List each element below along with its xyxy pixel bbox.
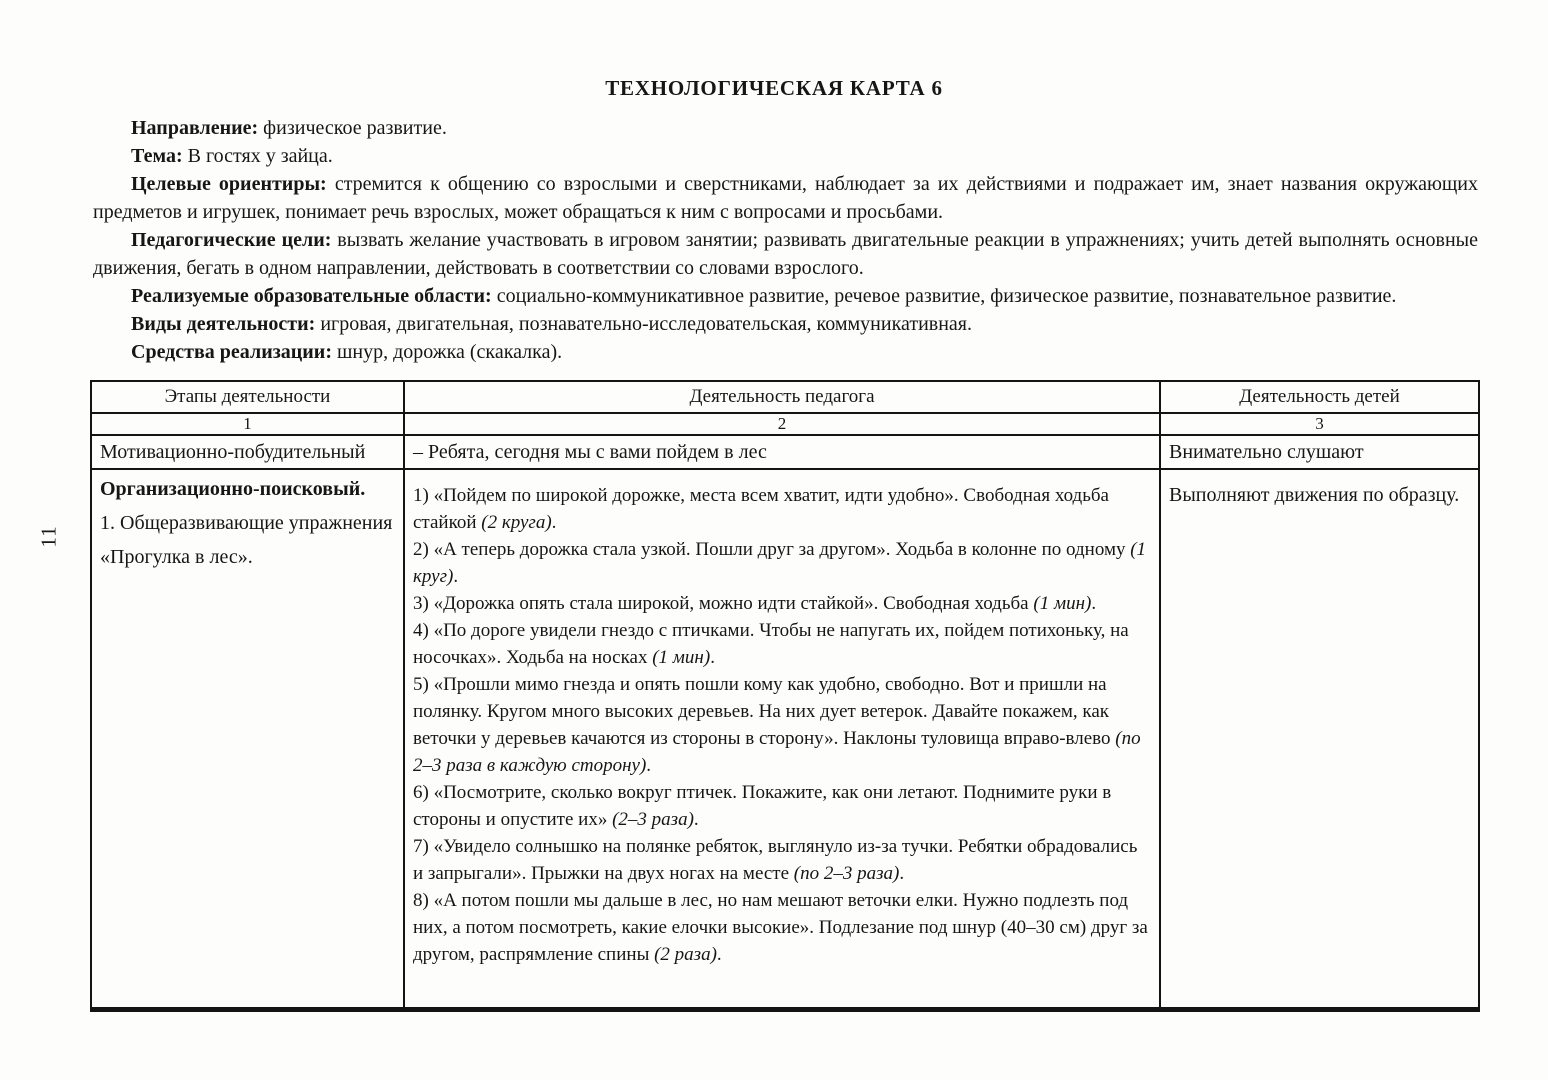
header-stages: Этапы деятельности bbox=[91, 381, 404, 413]
paragraph-target-guidelines bbox=[93, 170, 1478, 226]
column-number: 2 bbox=[404, 413, 1160, 435]
paragraph-direction bbox=[93, 114, 1478, 142]
paragraph-text: игровая, двигательная, познавательно-исследовательская, коммуникативная. bbox=[315, 313, 973, 335]
children-activity-text: Выполняют движения по образцу. bbox=[1160, 469, 1479, 1010]
column-number-row bbox=[91, 413, 1479, 435]
teacher-activity-text: – Ребята, сегодня мы с вами пойдем в лес bbox=[404, 435, 1160, 469]
stage-name: Организационно-поисковый. bbox=[100, 478, 366, 500]
stage-name: Мотивационно-побудительный bbox=[91, 435, 404, 469]
paragraph-text: вызвать желание участвовать в игровом занятии; развивать двигательные реакции в упражнениях; учить детей выполнять основные движения, бегать в одном направлении, действовать в соответствии со словами взрослого. bbox=[93, 229, 1479, 279]
paragraph-label: Виды деятельности: bbox=[131, 313, 316, 335]
paragraph-text: шнур, дорожка (скакалка). bbox=[332, 341, 563, 363]
table-row-motivational bbox=[91, 435, 1479, 469]
column-number: 1 bbox=[91, 413, 404, 435]
paragraph-implementation-means bbox=[93, 338, 1478, 366]
stage-cell bbox=[91, 469, 404, 1010]
teacher-activity-item: 8) «А потом пошли мы дальше в лес, но нам мешают веточки елки. Нужно подлезть под них, а потом посмотреть, какие елочки высокие». Подлезание под шнур (40–30 см) друг за другом, распрямление спины (2 раза). bbox=[413, 890, 1148, 965]
paragraph-label: Реализуемые образовательные области: bbox=[131, 285, 492, 307]
teacher-activity-item: 2) «А теперь дорожка стала узкой. Пошли друг за другом». Ходьба в колонне по одному (1 круг). bbox=[413, 539, 1147, 587]
table-row-organizational bbox=[91, 469, 1479, 1010]
paragraph-label: Тема: bbox=[131, 145, 183, 167]
teacher-activity-item: 7) «Увидело солнышко на полянке ребяток, выглянуло из-за тучки. Ребятки обрадовались и запрыгали». Прыжки на двух ногах на месте (по 2–3 раза). bbox=[413, 836, 1138, 884]
header-children-activity: Деятельность детей bbox=[1160, 381, 1479, 413]
paragraph-text: социально-коммуникативное развитие, речевое развитие, физическое развитие, познавательное развитие. bbox=[491, 285, 1397, 307]
teacher-activity-item: 6) «Посмотрите, сколько вокруг птичек. Покажите, как они летают. Поднимите руки в стороны и опустите их» (2–3 раза). bbox=[413, 782, 1112, 830]
paragraph-theme bbox=[93, 142, 1478, 170]
paragraph-text: физическое развитие. bbox=[258, 117, 447, 139]
paragraph-text: В гостях у зайца. bbox=[182, 145, 333, 167]
column-number: 3 bbox=[1160, 413, 1479, 435]
activity-table bbox=[90, 380, 1480, 1012]
children-activity-text: Внимательно слушают bbox=[1160, 435, 1479, 469]
teacher-activity-list bbox=[404, 469, 1160, 1010]
page-title: ТЕХНОЛОГИЧЕСКАЯ КАРТА 6 bbox=[605, 76, 943, 100]
teacher-activity-item: 5) «Прошли мимо гнезда и опять пошли кому как удобно, свободно. Вот и пришли на полянку. Кругом много высоких деревьев. На них дует ветерок. Давайте покажем, как веточки у деревьев качаются из стороны в сторону». Наклоны туловища вправо-влево (по 2–3 раза в каждую сторону). bbox=[413, 674, 1141, 776]
paragraph-label: Целевые ориентиры: bbox=[131, 173, 327, 195]
header-teacher-activity: Деятельность педагога bbox=[404, 381, 1160, 413]
page-number: 11 bbox=[36, 525, 61, 548]
paragraph-educational-areas bbox=[93, 282, 1478, 310]
teacher-activity-item: 1) «Пойдем по широкой дорожке, места всем хватит, идти удобно». Свободная ходьба стайкой (2 круга). bbox=[413, 485, 1109, 533]
stage-exercise-name: 1. Общеразвивающие упражнения «Прогулка в лес». bbox=[100, 512, 393, 568]
paragraph-activity-types bbox=[93, 310, 1478, 338]
table-header-row bbox=[91, 381, 1479, 413]
paragraph-label: Средства реализации: bbox=[131, 341, 332, 363]
paragraph-label: Педагогические цели: bbox=[131, 229, 332, 251]
paragraph-text: стремится к общению со взрослыми и сверстниками, наблюдает за их действиями и подражает им, знает названия окружающих предметов и игрушек, понимает речь взрослых, может обращаться к ним с вопросами и просьбами. bbox=[93, 173, 1478, 223]
intro-section bbox=[93, 114, 1478, 366]
paragraph-pedagogical-goals bbox=[93, 226, 1478, 282]
teacher-activity-item: 3) «Дорожка опять стала широкой, можно идти стайкой». Свободная ходьба (1 мин). bbox=[413, 593, 1097, 614]
paragraph-label: Направление: bbox=[131, 117, 259, 139]
teacher-activity-item: 4) «По дороге увидели гнездо с птичками. Чтобы не напугать их, пойдем потихоньку, на носочках». Ходьба на носках (1 мин). bbox=[413, 620, 1129, 668]
